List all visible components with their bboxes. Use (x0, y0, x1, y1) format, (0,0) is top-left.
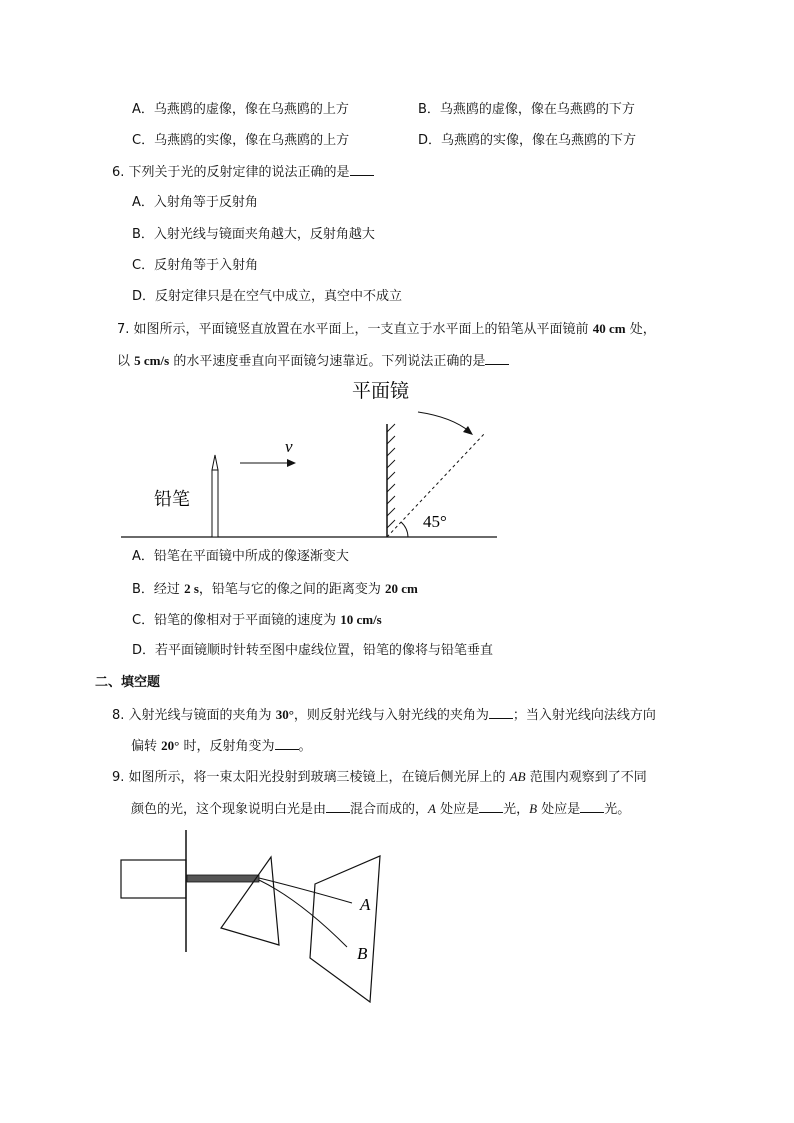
q6-option-b: B．入射光线与镜面夹角越大，反射角越大 (132, 227, 375, 242)
q7-b-distance: 20 cm (385, 581, 418, 596)
label-b: B (357, 944, 368, 963)
prism (221, 857, 279, 945)
velocity-label: v (285, 437, 293, 456)
q8-deflection: 20° (161, 738, 180, 753)
q7-option-a: A．铅笔在平面镜中所成的像逐渐变大 (132, 549, 349, 564)
q7-option-d: D．若平面镜顺时针转至图中虚线位置，铅笔的像将与铅笔垂直 (132, 643, 494, 658)
q9-text: 光。 (604, 802, 631, 817)
q9-ab: AB (509, 769, 526, 784)
q9-text: 光， (503, 802, 530, 817)
q6-option-a: A．入射角等于反射角 (132, 195, 258, 210)
screen (310, 856, 380, 1002)
q8-text: ，则反射光线与入射光线的夹角为 (293, 708, 489, 723)
q7-c-text: C．铅笔的像相对于平面镜的速度为 (132, 613, 337, 628)
label-a: A (360, 895, 371, 914)
section-heading: 二、填空题 (95, 675, 161, 690)
q7-text: 以 (117, 354, 131, 369)
q9-text: 混合而成的， (350, 802, 429, 817)
q7-b-text: ，铅笔与它的像之间的距离变为 (198, 582, 381, 597)
q9-text: 范围内观察到了不同 (529, 770, 647, 785)
q9-text: 处应是 (440, 802, 480, 817)
ray-to-b (259, 880, 347, 947)
q8-text: 。 (298, 739, 312, 754)
q5-option-c: C．乌燕鸥的实像，像在乌燕鸥的上方 (132, 133, 350, 148)
q5-option-b: B．乌燕鸥的虚像，像在乌燕鸥的下方 (418, 102, 635, 117)
q9-text: 处应是 (541, 802, 581, 817)
pencil-label: 铅笔 (154, 489, 190, 509)
q7-speed: 5 cm/s (134, 353, 170, 368)
q8-text: 8. 入射光线与镜面的夹角为 (112, 708, 272, 723)
angle-label: 45° (423, 512, 447, 531)
q6-stem-text: 6. 下列关于光的反射定律的说法正确的是 (112, 165, 350, 180)
q8-angle: 30° (275, 707, 294, 722)
light-beam (187, 875, 259, 882)
q9-point-a: A (428, 801, 436, 816)
ray-to-a (259, 878, 352, 903)
q7-text: 的水平速度垂直向平面镜匀速靠近。下列说法正确的是 (173, 354, 486, 369)
q7-distance: 40 cm (592, 321, 626, 336)
q7-c-speed: 10 cm/s (340, 612, 382, 627)
q7-text: 7. 如图所示，平面镜竖直放置在水平面上，一支直立于水平面上的铅笔从平面镜前 (117, 322, 589, 337)
light-source-box (121, 860, 186, 898)
q8-text: ；当入射光线向法线方向 (512, 708, 656, 723)
q9-text: 9. 如图所示，将一束太阳光投射到玻璃三棱镜上，在镜后侧光屏上的 (112, 770, 506, 785)
mirror-label: 平面镜 (352, 381, 410, 402)
q6-option-c: C．反射角等于入射角 (132, 258, 259, 273)
q9-point-b: B (529, 801, 538, 816)
q7-text: 处， (629, 322, 656, 337)
q7-b-time: 2 s (184, 581, 199, 596)
q6-option-d: D．反射定律只是在空气中成立，真空中不成立 (132, 289, 403, 304)
q7-b-text: B．经过 (132, 582, 180, 597)
q5-option-d: D．乌燕鸥的实像，像在乌燕鸥的下方 (418, 133, 637, 148)
q9-text: 颜色的光，这个现象说明白光是由 (131, 802, 327, 817)
q8-text: 偏转 (131, 739, 158, 754)
q8-text: 时，反射角变为 (183, 739, 275, 754)
q5-option-a: A．乌燕鸥的虚像，像在乌燕鸥的上方 (132, 102, 349, 117)
